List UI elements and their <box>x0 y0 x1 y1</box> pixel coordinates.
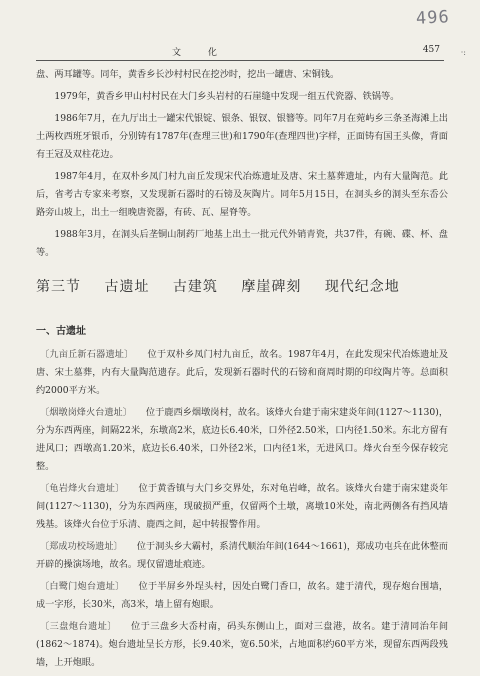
site-name: 〔白鹭门炮台遗址〕 <box>40 581 125 592</box>
site-name: 〔龟岩烽火台遗址〕 <box>40 483 125 494</box>
margin-mark: ·: <box>460 48 466 57</box>
site-entry <box>36 578 448 614</box>
section-topic: 古遗址 <box>104 279 150 295</box>
page-header <box>36 44 444 61</box>
site-name: 〔烟墩岗烽火台遗址〕 <box>40 407 132 418</box>
site-description: 位于半屏乡外埕头村，因处白鹭门香口，故名。建于清代，现存炮台围墙，成一字形，长30米，高3米，墙上留有炮眼。 <box>36 581 449 610</box>
header-section-name: 文 化 <box>172 48 229 58</box>
section-topic: 摩崖碑刻 <box>241 279 302 295</box>
section-topic: 现代纪念地 <box>324 279 400 295</box>
subsection-title: 一、古遗址 <box>36 326 86 337</box>
site-entry <box>36 480 448 534</box>
handwritten-page-number: 496 <box>415 7 451 29</box>
site-name: 〔九亩丘新石器遗址〕 <box>40 349 134 360</box>
site-entry <box>36 346 448 400</box>
section-topic: 古建筑 <box>172 279 218 295</box>
header-page-number: 457 <box>422 45 440 55</box>
site-description: 位于洞头乡大霸村，系清代顺治年间(1644～1661)，郑成功屯兵在此休整而开辟的操演场地，故名。现仅留遗址痕迹。 <box>36 541 448 570</box>
site-name: 〔郑成功校场遗址〕 <box>40 541 123 552</box>
site-list <box>36 346 448 676</box>
site-description: 位于三盘乡大岙村南，码头东侧山上，面对三盘港，故名。建于清同治年间(1862～1874)。炮台遗址呈长方形，长9.40米，宽6.50米，占地面积约60平方米，现留东西两段残墙，上开炮眼。 <box>36 621 449 668</box>
body-text <box>36 66 448 266</box>
site-name: 〔三盘炮台遗址〕 <box>40 621 117 632</box>
paragraph: 1988年3月，在洞头后垄铜山制药厂地基上出土一批元代外销青瓷，共37件，有碗、碟、杯、盘等。 <box>36 229 448 258</box>
paragraph: 1979年，黄香乡甲山村村民在大门乡头岩村的石崖缝中发现一组五代瓷器、铁锅等。 <box>54 91 400 102</box>
site-description: 位于鹿西乡烟墩岗村，故名。该烽火台建于南宋建炎年间(1127～1130)，分为东西两座，间隔22米，东墩高2米，底边长6.40米，口外径2.50米，口内径1.50米。东北方留有进风口；西墩高1.20米，底边长6.40米，口外径2米，口内径1米，无进风口。烽火台至今保存较完整。 <box>36 407 449 472</box>
site-entry <box>36 538 448 574</box>
site-description: 位于双朴乡凤门村九亩丘，故名。1987年4月，在此发现宋代冶炼遗址及唐、宋土墓葬，内有大量陶范遗存。此后，发现新石器时代的石镑和商周时期的印纹陶片等。总面积约2000平方米。 <box>36 349 449 396</box>
site-description: 位于黄香镇与大门乡交界处，东对龟岩峰，故名。该烽火台建于南宋建炎年间(1127～1130)，分为东西两座，现破损严重，仅留两个土墩，离墩10米处，南北两侧各有挡风墙残基。该烽火台位于乐清、鹿西之间，起中转报警作用。 <box>36 483 449 530</box>
section-title <box>36 276 448 296</box>
site-entry <box>36 618 448 672</box>
paragraph: 1987年4月，在双朴乡凤门村九亩丘发现宋代冶炼遗址及唐、宋土墓葬遗址，内有大量陶范。此后，省考古专家来考察，又发现新石器时的石镑及灰陶片。同年5月15日，在洞头乡的洞头至东岙公路旁山坡上，出土一组晚唐瓷器，有砖、瓦、屋脊等。 <box>36 171 448 218</box>
section-number: 第三节 <box>36 279 81 295</box>
paragraph: 盘、两耳罐等。同年，黄香乡长沙村村民在挖沙时，挖出一罐唐、宋铜钱。 <box>36 69 340 80</box>
paragraph: 1986年7月，在九厅出土一罐宋代银锭、银条、银钗、银簪等。同年7月在菀屿乡三条圣海滩上出土两枚西班牙银币，分别铸有1787年(查理三世)和1790年(查理四世)字样，正面铸有国王头像，背面有王冠及双柱花边。 <box>36 113 448 160</box>
site-entry <box>36 404 448 476</box>
